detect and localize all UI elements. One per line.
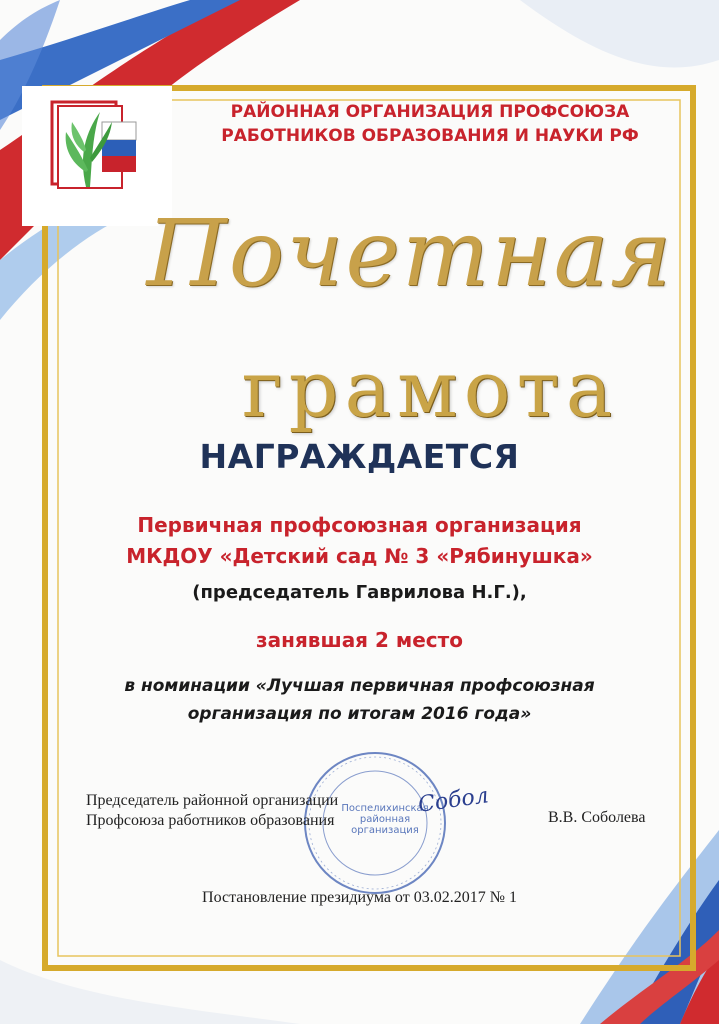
recipient-line-1: Первичная профсоюзная организация [137,513,582,537]
stamp-text [340,803,430,836]
place-text: занявшая 2 место [256,628,463,652]
title-line-1: Почетная [146,200,674,307]
wave-top-right [520,0,719,68]
decree-text: Постановление президиума от 03.02.2017 № 1 [202,889,517,906]
signatory-name: В.В. Соболева [548,809,646,826]
stamp-line-2: районная [359,814,411,825]
title-line-2: грамота [241,345,619,435]
signatory-title-line-2: Профсоюза работников образования [86,812,335,829]
stamp-line-3: организация [351,825,419,836]
organization-line-2: РАБОТНИКОВ ОБРАЗОВАНИЯ И НАУКИ РФ [221,126,639,146]
award-label: НАГРАЖДАЕТСЯ [199,437,520,476]
nomination-line-2: организация по итогам 2016 года» [187,704,532,724]
organization-header [200,100,660,148]
recipient-chair: (председатель Гаврилова Н.Г.), [192,582,527,603]
handwritten-signature: Собол [416,783,491,818]
nomination-line-1: в номинации «Лучшая первичная профсоюзная [124,676,595,696]
recipient-line-2: МКДОУ «Детский сад № 3 «Рябинушка» [126,544,593,568]
organization-line-1: РАЙОННАЯ ОРГАНИЗАЦИЯ ПРОФСОЮЗА [230,102,630,122]
stamp-line-1: Поспелихинская [341,803,429,814]
trade-union-logo-icon [40,92,160,202]
signatory-title-line-1: Председатель районной организации [86,792,339,809]
